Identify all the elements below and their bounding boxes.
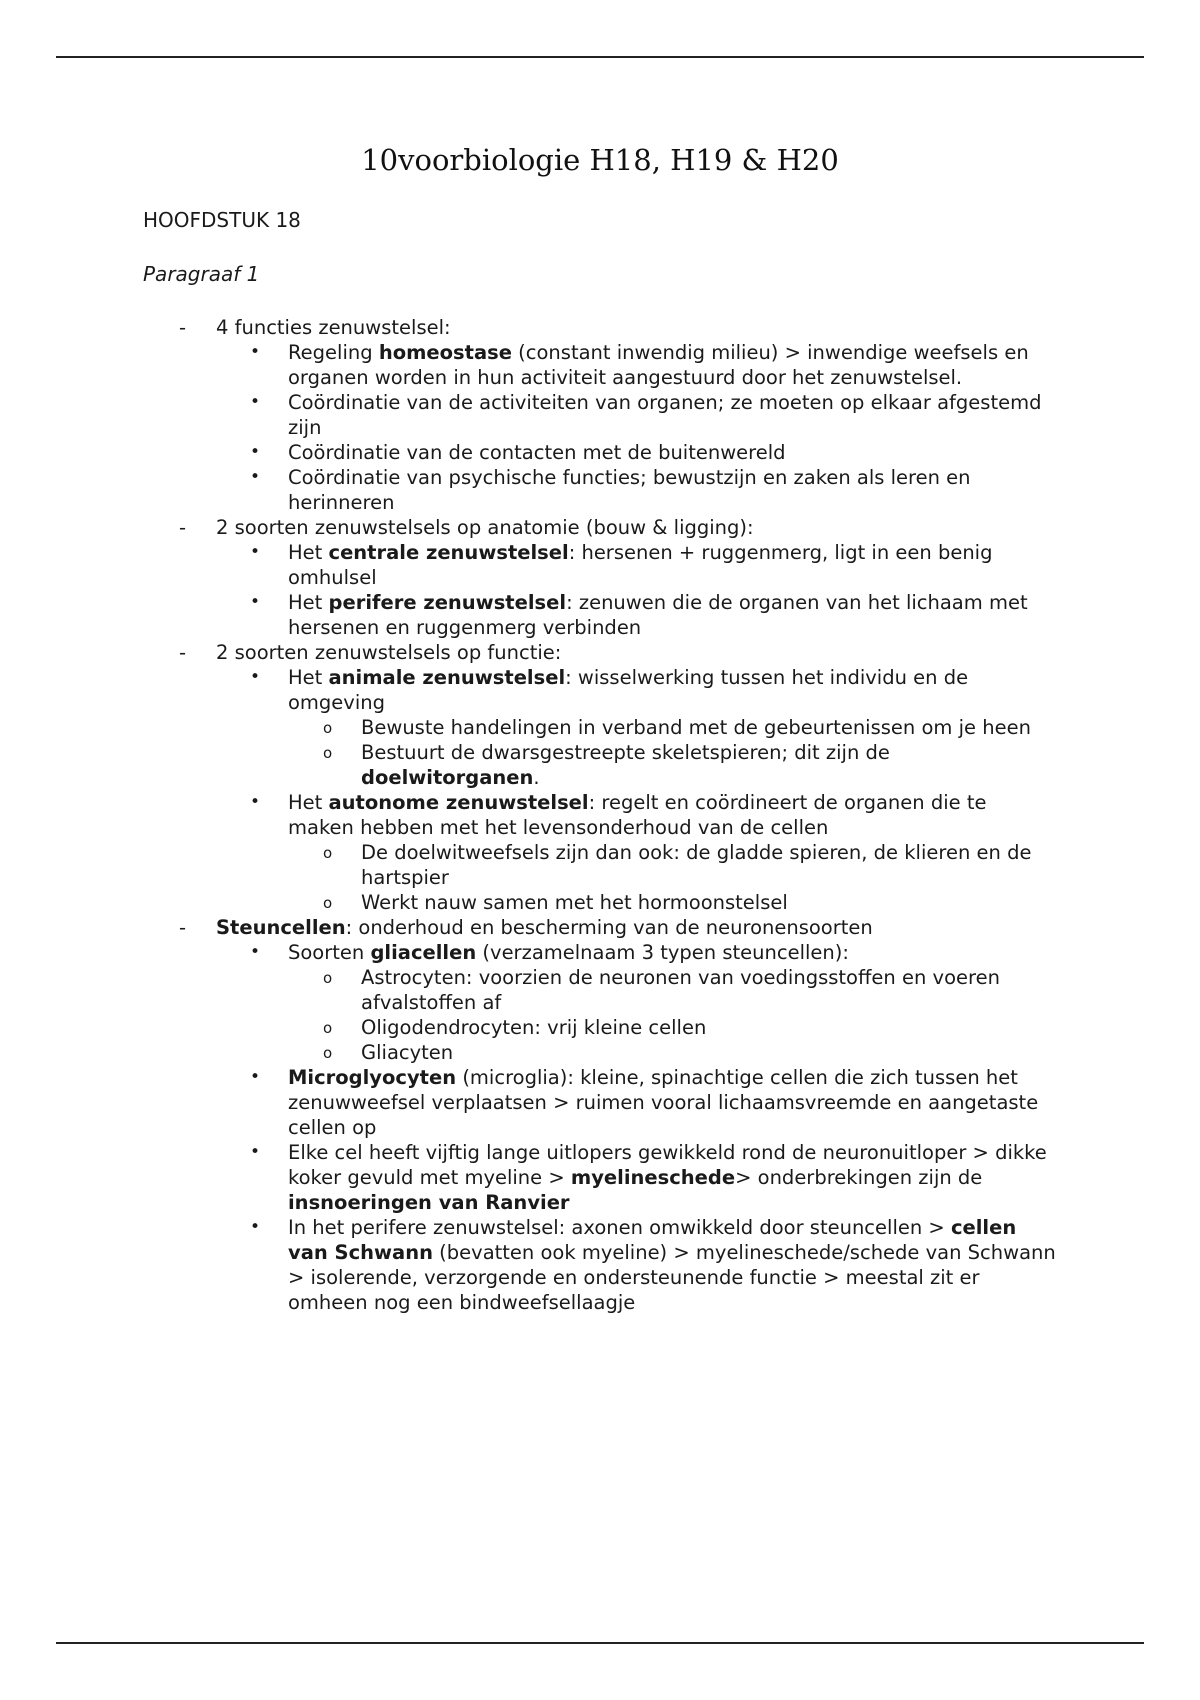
bold-term: insnoeringen van Ranvier xyxy=(288,1191,570,1214)
text-segment: : wisselwerking tussen het individu en de omgeving xyxy=(288,666,969,714)
bullet-icon: • xyxy=(250,1217,261,1237)
bold-term: autonome zenuwstelsel xyxy=(328,791,589,814)
list-item xyxy=(0,890,1056,915)
bold-term: homeostase xyxy=(378,341,512,364)
bullet-icon: • xyxy=(250,667,261,687)
list-item xyxy=(0,1140,1056,1215)
text-segment: Het xyxy=(288,541,329,564)
list-item-text: Oligodendrocyten: vrij kleine cellen xyxy=(361,1016,707,1039)
circle-bullet-icon: o xyxy=(323,1019,333,1037)
list-item xyxy=(0,640,1056,665)
bold-term: myelineschede xyxy=(570,1166,736,1189)
list-item-text: Bewuste handelingen in verband met de gebeurtenissen om je heen xyxy=(361,716,1031,739)
header-rule xyxy=(56,56,1144,58)
text-segment: (bevatten ook myeline) > myelineschede/schede van Schwann > isolerende, verzorgende en ondersteunende functie > meestal zit er omheen nog een bindweefsellaagje xyxy=(288,1241,1056,1314)
text-segment: (verzamelnaam 3 typen steuncellen): xyxy=(476,941,849,964)
bold-term: perifere zenuwstelsel xyxy=(328,591,567,614)
bullet-icon: • xyxy=(250,442,261,462)
circle-bullet-icon: o xyxy=(323,744,333,762)
chapter-heading: HOOFDSTUK 18 xyxy=(143,208,301,232)
list-item xyxy=(0,590,1056,640)
circle-bullet-icon: o xyxy=(323,844,333,862)
list-item-text: De doelwitweefsels zijn dan ook: de gladde spieren, de klieren en de hartspier xyxy=(361,841,1032,889)
text-segment: Bestuurt de dwarsgestreepte skeletspieren; dit zijn de xyxy=(361,741,890,764)
list-item xyxy=(0,440,1056,465)
text-segment: > onderbrekingen zijn de xyxy=(735,1166,983,1189)
text-segment: (constant inwendig milieu) > inwendige weefsels en organen worden in hun activiteit aangestuurd door het zenuwstelsel. xyxy=(288,341,1029,389)
text-segment: In het perifere zenuwstelsel: axonen omwikkeld door steuncellen > xyxy=(288,1216,951,1239)
list-item-text: Coördinatie van psychische functies; bewustzijn en zaken als leren en herinneren xyxy=(288,466,971,514)
bold-term: gliacellen xyxy=(370,941,477,964)
bold-term: animale zenuwstelsel xyxy=(328,666,566,689)
text-segment: : hersenen + ruggenmerg, ligt in een benig omhulsel xyxy=(288,541,993,589)
footer-rule xyxy=(56,1642,1144,1644)
bullet-icon: • xyxy=(250,392,261,412)
list-item xyxy=(0,465,1056,515)
circle-bullet-icon: o xyxy=(323,969,333,987)
text-segment: Regeling xyxy=(288,341,379,364)
list-item xyxy=(0,540,1056,590)
bold-term: Steuncellen xyxy=(216,916,346,939)
paragraph-heading: Paragraaf 1 xyxy=(143,262,260,286)
list-item xyxy=(0,1065,1056,1140)
list-item xyxy=(0,1040,1056,1065)
list-item xyxy=(0,315,1056,340)
dash-marker: - xyxy=(179,516,187,539)
bullet-icon: • xyxy=(250,342,261,362)
bold-term: doelwitorganen xyxy=(361,766,534,789)
text-segment: Elke cel heeft vijftig lange uitlopers gewikkeld rond de neuronuitloper > dikke koker gevuld met myeline > xyxy=(288,1141,1047,1189)
bullet-icon: • xyxy=(250,542,261,562)
list-item-text: 2 soorten zenuwstelsels op anatomie (bouw & ligging): xyxy=(216,516,754,539)
list-item xyxy=(0,715,1056,740)
bullet-icon: • xyxy=(250,1067,261,1087)
list-item xyxy=(0,965,1056,1015)
bold-term: cellen van Schwann xyxy=(288,1216,1017,1264)
bold-term: Microglyocyten xyxy=(288,1066,457,1089)
dash-marker: - xyxy=(179,916,187,939)
text-segment: : onderhoud en bescherming van de neuronensoorten xyxy=(345,916,873,939)
list-item xyxy=(0,665,1056,715)
list-item xyxy=(0,1015,1056,1040)
list-item xyxy=(0,915,1056,940)
text-segment: : zenuwen die de organen van het lichaam met hersenen en ruggenmerg verbinden xyxy=(288,591,1028,639)
list-item xyxy=(0,1215,1056,1315)
dash-marker: - xyxy=(179,641,187,664)
list-item-text: 4 functies zenuwstelsel: xyxy=(216,316,451,339)
dash-marker: - xyxy=(179,316,187,339)
list-item-text: Coördinatie van de contacten met de buitenwereld xyxy=(288,441,786,464)
list-item-text: Gliacyten xyxy=(361,1041,454,1064)
bullet-icon: • xyxy=(250,467,261,487)
text-segment: : regelt en coördineert de organen die te maken hebben met het levensonderhoud van de cellen xyxy=(288,791,987,839)
circle-bullet-icon: o xyxy=(323,894,333,912)
list-item-text: Werkt nauw samen met het hormoonstelsel xyxy=(361,891,788,914)
bullet-icon: • xyxy=(250,592,261,612)
list-item-text: Coördinatie van de activiteiten van organen; ze moeten op elkaar afgestemd zijn xyxy=(288,391,1042,439)
text-segment: Het xyxy=(288,791,329,814)
list-item xyxy=(0,340,1056,390)
document-title: 10voorbiologie H18, H19 & H20 xyxy=(361,143,839,177)
bullet-icon: • xyxy=(250,942,261,962)
bullet-icon: • xyxy=(250,792,261,812)
bold-term: centrale zenuwstelsel xyxy=(328,541,569,564)
list-item xyxy=(0,790,1056,840)
text-segment: Het xyxy=(288,591,329,614)
bullet-icon: • xyxy=(250,1142,261,1162)
document-body xyxy=(0,315,1200,1315)
list-item xyxy=(0,515,1056,540)
text-segment: . xyxy=(533,766,540,789)
text-segment: Soorten xyxy=(288,941,371,964)
circle-bullet-icon: o xyxy=(323,1044,333,1062)
list-item xyxy=(0,940,1056,965)
list-item xyxy=(0,740,1056,790)
list-item-text: 2 soorten zenuwstelsels op functie: xyxy=(216,641,562,664)
list-item-text: Astrocyten: voorzien de neuronen van voedingsstoffen en voeren afvalstoffen af xyxy=(361,966,1000,1014)
circle-bullet-icon: o xyxy=(323,719,333,737)
text-segment: (microglia): kleine, spinachtige cellen die zich tussen het zenuwweefsel verplaatsen > ruimen vooral lichaamsvreemde en aangetaste cellen op xyxy=(288,1066,1039,1139)
list-item xyxy=(0,840,1056,890)
list-item xyxy=(0,390,1056,440)
text-segment: Het xyxy=(288,666,329,689)
